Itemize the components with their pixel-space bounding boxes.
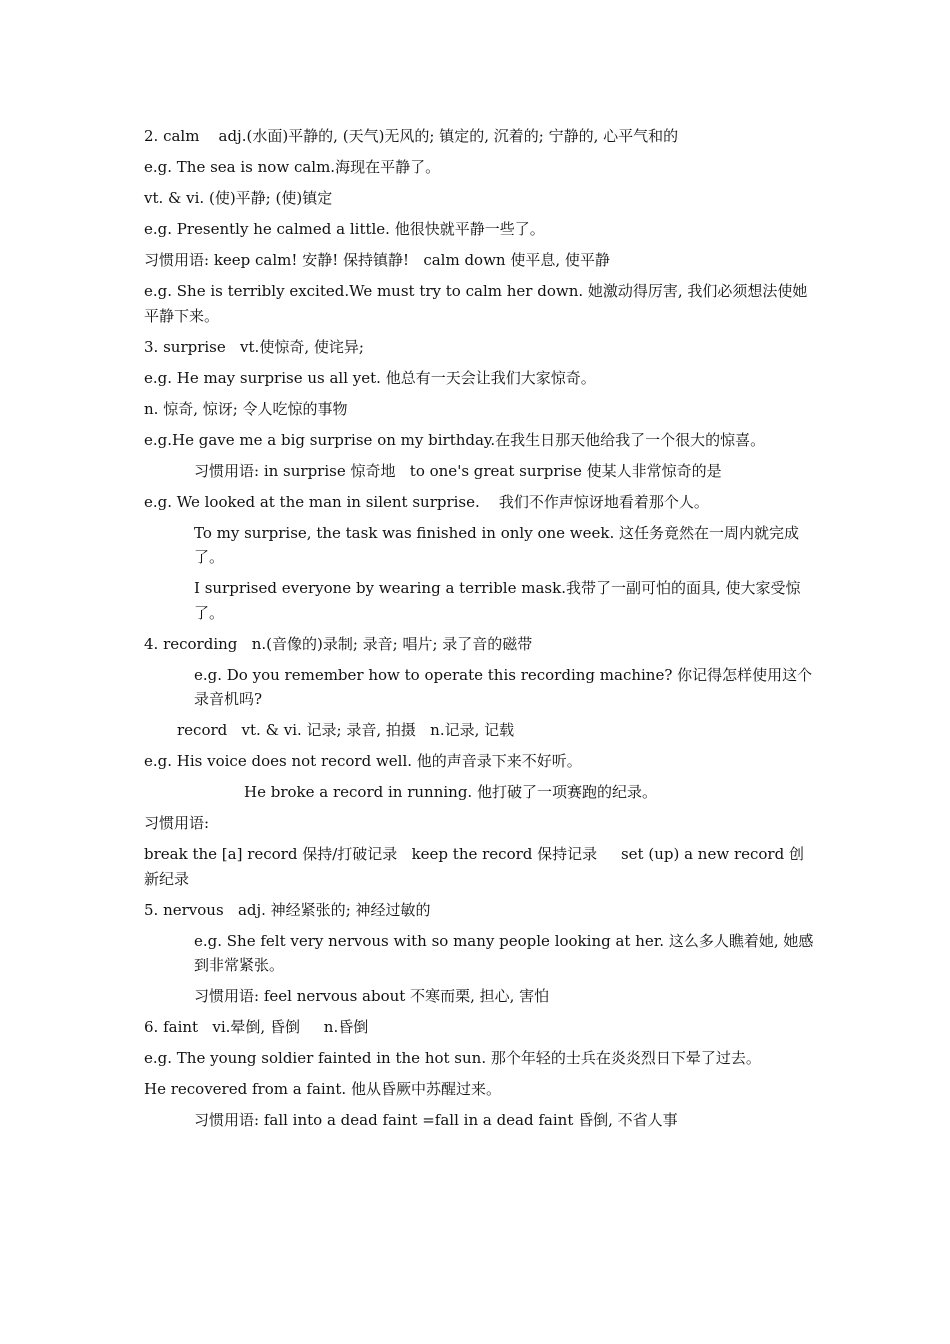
definition-line: n. 惊奇, 惊讶; 令人吃惊的事物 — [144, 399, 348, 418]
definition-line: record vt. & vi. 记录; 录音, 拍摄 n.记录, 记载 — [177, 721, 515, 739]
example-line: e.g. She felt very nervous with so many people looking at her. 这么多人瞧着她, 她感到非常紧张。 — [194, 931, 814, 974]
entry-heading-calm: 2. calm adj.(水面)平静的, (天气)无风的; 镇定的, 沉着的; 宁静的, 心平气和的 — [144, 127, 679, 145]
example-line: e.g. Presently he calmed a little. 他很快就平静一些了。 — [144, 220, 545, 238]
idiom-line: 习惯用语: fall into a dead faint =fall in a dead faint 昏倒, 不省人事 — [194, 1111, 678, 1129]
example-line: e.g. We looked at the man in silent surprise. 我们不作声惊讶地看着那个人。 — [144, 492, 709, 511]
definition-line: vt. & vi. (使)平静; (使)镇定 — [144, 189, 333, 207]
document-page — [144, 124, 816, 1139]
example-line: e.g. His voice does not record well. 他的声音录下来不好听。 — [144, 752, 582, 770]
example-line: e.g. The young soldier fainted in the hot sun. 那个年轻的士兵在炎炎烈日下晕了过去。 — [144, 1049, 761, 1067]
entry-heading-faint: 6. faint vi.晕倒, 昏倒 n.昏倒 — [144, 1018, 369, 1036]
entry-heading-surprise: 3. surprise vt.使惊奇, 使诧异; — [144, 337, 364, 356]
idiom-line: 习惯用语: in surprise 惊奇地 to one's great surprise 使某人非常惊奇的是 — [194, 461, 722, 480]
example-line: He broke a record in running. 他打破了一项赛跑的纪录。 — [244, 783, 657, 801]
idiom-line: break the [a] record 保持/打破记录 keep the record 保持记录 set (up) a new record 创新纪录 — [144, 845, 804, 888]
example-line: e.g. Do you remember how to operate this recording machine? 你记得怎样使用这个录音机吗? — [194, 665, 813, 708]
example-line: He recovered from a faint. 他从昏厥中苏醒过来。 — [144, 1080, 501, 1098]
idiom-label: 习惯用语: — [144, 814, 210, 832]
idiom-line: 习惯用语: feel nervous about 不寒而栗, 担心, 害怕 — [194, 987, 550, 1005]
example-line: e.g. The sea is now calm.海现在平静了。 — [144, 158, 441, 176]
example-line: e.g. She is terribly excited.We must try to calm her down. 她激动得厉害, 我们必须想法使她平静下来。 — [144, 282, 808, 325]
example-line: e.g. He may surprise us all yet. 他总有一天会让我们大家惊奇。 — [144, 368, 596, 387]
entry-heading-nervous: 5. nervous adj. 神经紧张的; 神经过敏的 — [144, 900, 431, 919]
example-line: e.g.He gave me a big surprise on my birthday.在我生日那天他给我了一个很大的惊喜。 — [144, 430, 766, 449]
example-line: To my surprise, the task was finished in only one week. 这任务竟然在一周内就完成了。 — [194, 523, 800, 566]
idiom-line: 习惯用语: keep calm! 安静! 保持镇静! calm down 使平息, 使平静 — [144, 251, 610, 269]
example-line: I surprised everyone by wearing a terrible mask.我带了一副可怕的面具, 使大家受惊了。 — [194, 579, 801, 622]
entry-heading-recording: 4. recording n.(音像的)录制; 录音; 唱片; 录了音的磁带 — [144, 634, 533, 653]
